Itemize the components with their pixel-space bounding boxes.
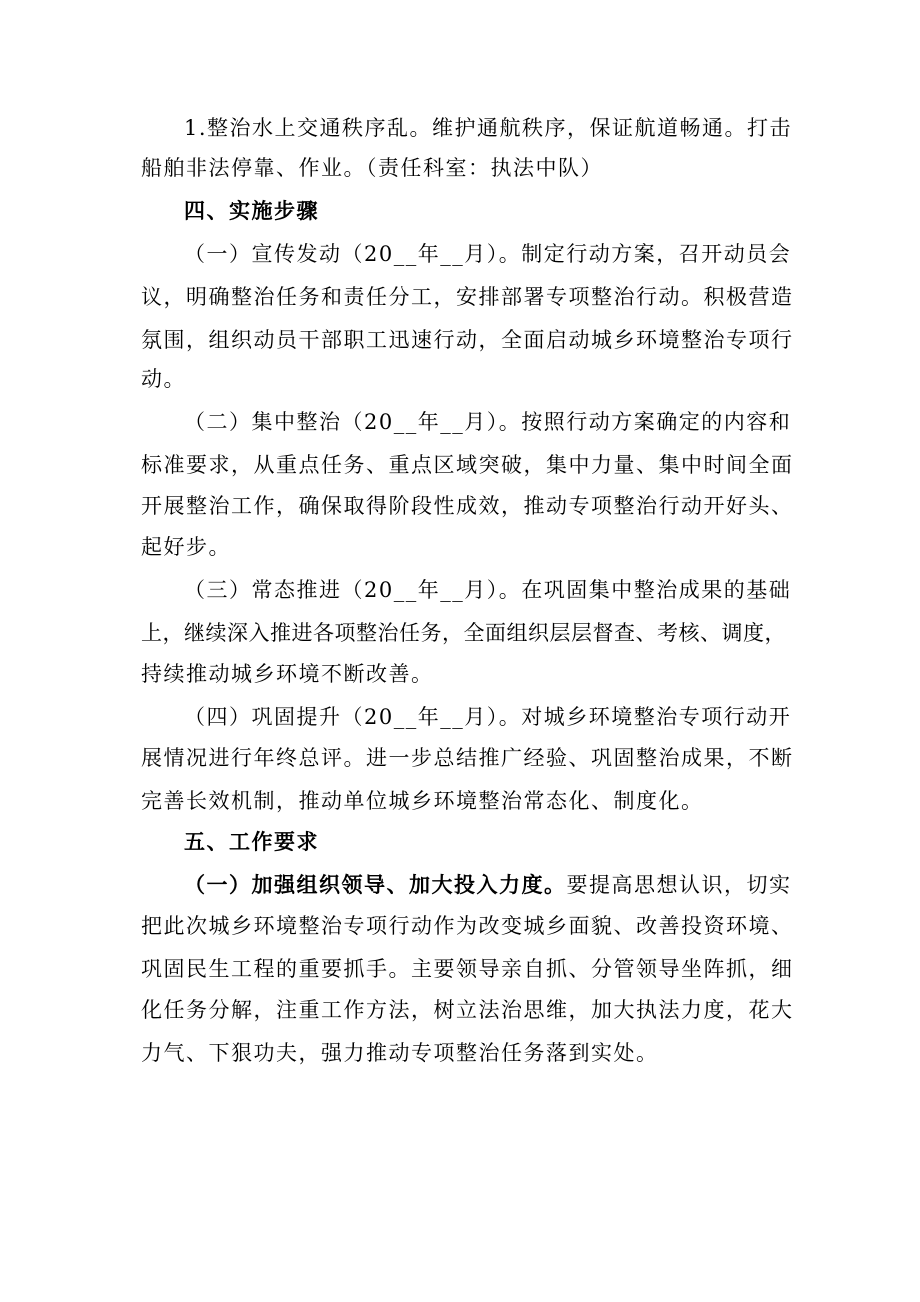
paragraph-line: 完善长效机制，推动单位城乡环境整治常态化、制度化。 (141, 789, 704, 813)
paragraph-line: 展情况进行年终总评。进一步总结推广经验、巩固整治成果，不断 (141, 746, 794, 770)
paragraph-line: 持续推动城乡环境不断改善。 (141, 662, 434, 686)
paragraph-line: 1.整治水上交通秩序乱。维护通航秩序，保证航道畅通。打击 (184, 116, 793, 140)
section-heading: 五、工作要求 (184, 829, 319, 854)
paragraph-line: 氛围，组织动员干部职工迅速行动，全面启动城乡环境整治专项行 (141, 328, 794, 352)
paragraph-line: 上，继续深入推进各项整治任务，全面组织层层督查、考核、调度， (141, 621, 786, 645)
paragraph-line: 船舶非法停靠、作业。（责任科室：执法中队） (141, 156, 603, 180)
paragraph-line: 把此次城乡环境整治专项行动作为改变城乡面貌、改善投资环境、 (141, 914, 794, 938)
paragraph-line (184, 870, 792, 900)
paragraph-line: 起好步。 (141, 535, 231, 559)
paragraph-line: 动。 (141, 367, 186, 391)
paragraph-line: 化任务分解，注重工作方法，树立法治思维，加大执法力度，花大 (141, 998, 794, 1022)
paragraph-line: 议，明确整治任务和责任分工，安排部署专项整治行动。积极营造 (141, 285, 794, 309)
paragraph-line: （四）巩固提升（20__年__月）。对城乡环境整治专项行动开 (184, 705, 792, 729)
paragraph-line: 巩固民生工程的重要抓手。主要领导亲自抓、分管领导坐阵抓，细 (141, 957, 794, 981)
paragraph-line: 开展整治工作，确保取得阶段性成效，推动专项整治行动开好头、 (141, 494, 794, 518)
paragraph-line: （二）集中整治（20__年__月）。按照行动方案确定的内容和 (184, 410, 792, 434)
paragraph-line: （一）宣传发动（20__年__月）。制定行动方案，召开动员会 (184, 242, 792, 266)
section-heading: 四、实施步骤 (184, 198, 319, 223)
paragraph-line: 力气、下狠功夫，强力推动专项整治任务落到实处。 (141, 1041, 659, 1065)
paragraph-text: 要提高思想认识，切实 (566, 873, 792, 897)
paragraph-line: （三）常态推进（20__年__月）。在巩固集中整治成果的基础 (184, 578, 792, 602)
paragraph-line: 标准要求，从重点任务、重点区域突破，集中力量、集中时间全面 (141, 453, 794, 477)
subsection-title: （一）加强组织领导、加大投入力度。 (184, 872, 567, 897)
